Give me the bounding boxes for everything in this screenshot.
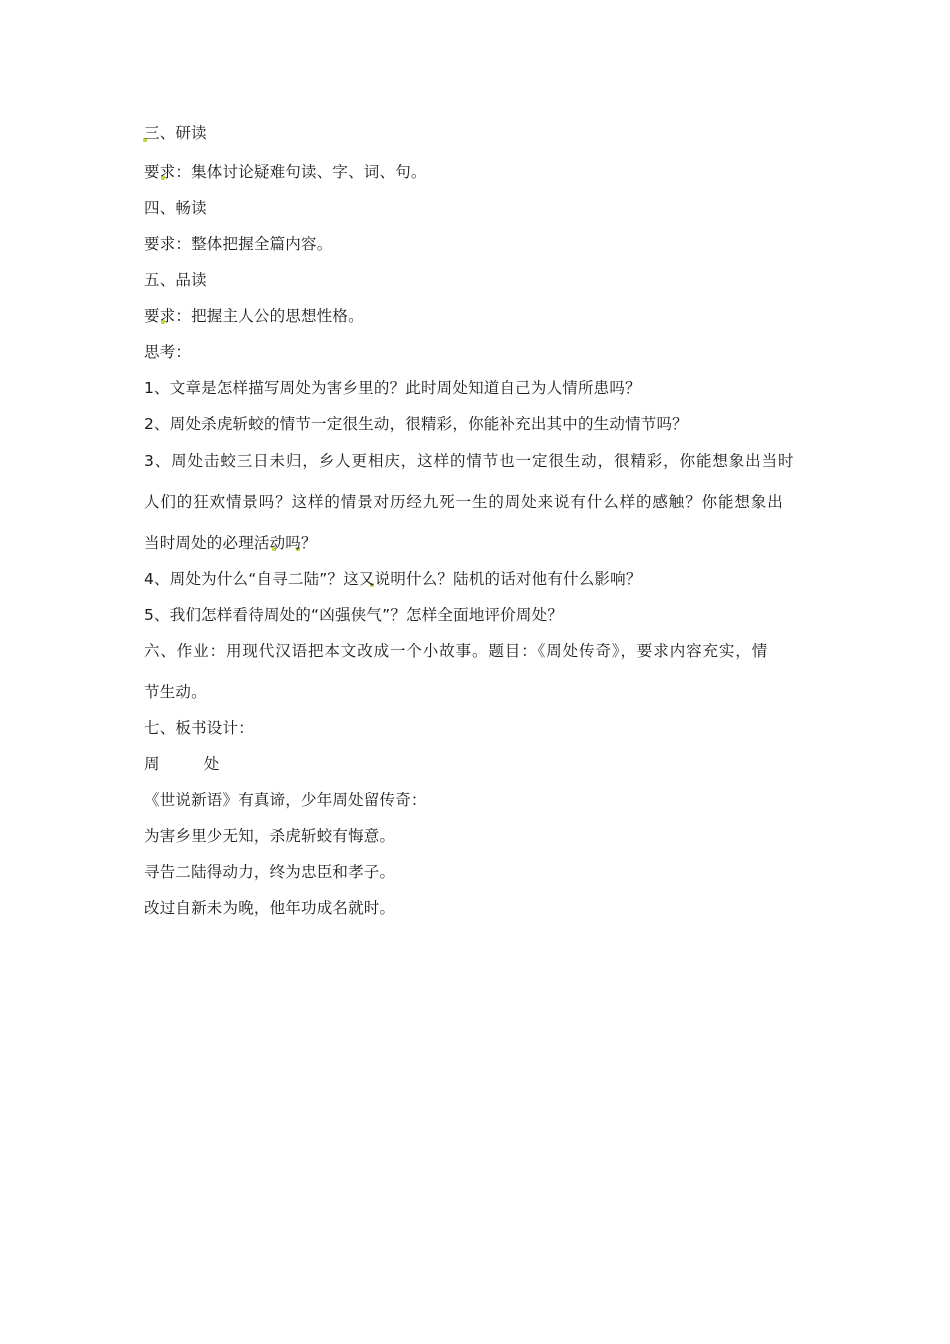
question-5: 5、我们怎样看待周处的“凶强侠气”？怎样全面地评价周处？ bbox=[144, 606, 564, 624]
section-3-requirement: 要求：集体讨论疑难句读、字、词、句。 bbox=[144, 163, 427, 181]
question-3-line-1: 3、周处击蛟三日未归，乡人更相庆，这样的情节也一定很生动，很精彩，你能想象出当时 bbox=[144, 452, 795, 470]
section-5-requirement: 要求：把握主人公的思想性格。 bbox=[144, 307, 364, 325]
think-label: 思考： bbox=[144, 343, 192, 361]
board-title-char-1: 周 bbox=[144, 755, 160, 773]
question-3-line-2: 人们的狂欢情景吗？这样的情景对历经九死一生的周处来说有什么样的感触？你能想象出 bbox=[144, 493, 784, 511]
question-2: 2、周处杀虎斩蛟的情节一定很生动，很精彩，你能补充出其中的生动情节吗？ bbox=[144, 415, 688, 433]
section-7-heading: 七、板书设计： bbox=[144, 719, 254, 737]
board-title-char-2: 处 bbox=[203, 755, 220, 773]
question-4: 4、周处为什么“自寻二陆”？这又说明什么？陆机的话对他有什么影响？ bbox=[144, 570, 642, 588]
section-3-heading: 三、研读 bbox=[144, 124, 207, 142]
board-title bbox=[144, 754, 219, 774]
section-4-requirement: 要求：整体把握全篇内容。 bbox=[144, 235, 333, 253]
question-3-line-3: 当时周处的必理活动吗？ bbox=[144, 534, 317, 552]
board-line-2: 为害乡里少无知，杀虎斩蛟有悔意。 bbox=[144, 827, 396, 845]
question-1: 1、文章是怎样描写周处为害乡里的？此时周处知道自己为人情所患吗？ bbox=[144, 379, 641, 397]
section-6-line-1: 六、作业：用现代汉语把本文改成一个小故事。题目：《周处传奇》，要求内容充实，情 bbox=[144, 642, 769, 660]
section-5-heading: 五、品读 bbox=[144, 271, 207, 289]
section-6-line-2: 节生动。 bbox=[144, 683, 207, 701]
board-line-4: 改过自新未为晚，他年功成名就时。 bbox=[144, 899, 396, 917]
board-line-3: 寻告二陆得动力，终为忠臣和孝子。 bbox=[144, 863, 396, 881]
section-4-heading: 四、畅读 bbox=[144, 199, 207, 217]
board-line-1: 《世说新语》有真谛，少年周处留传奇： bbox=[144, 791, 427, 809]
